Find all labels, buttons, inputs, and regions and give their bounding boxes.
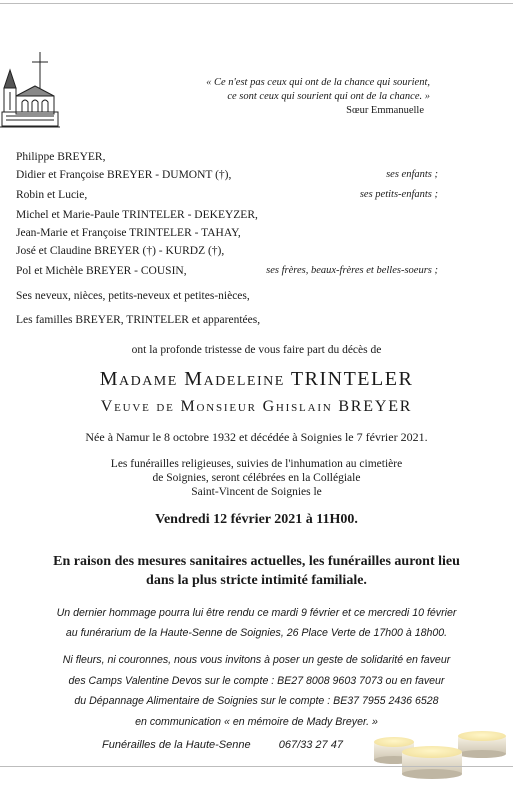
notice-line: En raison des mesures sanitaires actuelles, les funérailles auront lieu <box>53 554 460 569</box>
top-rule <box>0 3 513 4</box>
family-line: José et Claudine BREYER (†) - KURDZ (†), <box>16 245 225 257</box>
homage-block <box>0 603 513 643</box>
donation-line: du Dépannage Alimentaire de Soignies sur le compte : BE37 7955 2436 6528 <box>74 695 439 707</box>
family-line: Robin et Lucie, <box>16 189 88 201</box>
homage-line: au funérarium de la Haute-Senne de Soignies, 26 Place Verte de 17h00 à 18h00. <box>65 627 448 639</box>
funeral-date: Vendredi 12 février 2021 à 11H00. <box>155 512 358 527</box>
funeral-line: Saint-Vincent de Soignies le <box>191 486 322 498</box>
footer <box>102 739 343 751</box>
donation-line: des Camps Valentine Devos sur le compte : BE27 8008 9603 7073 ou en faveur <box>68 674 445 687</box>
family-line: Michel et Marie-Paule TRINTELER - DEKEYZER, <box>16 209 258 221</box>
quote-block <box>150 76 430 118</box>
footer-company: Funérailles de la Haute-Senne <box>102 739 251 751</box>
family-role: ses enfants ; <box>386 169 438 180</box>
church-icon <box>0 52 60 130</box>
family-role: ses petits-enfants ; <box>359 189 438 200</box>
deceased-name: Madame Madeleine TRINTELER <box>99 368 414 390</box>
family-line: Didier et Françoise BREYER - DUMONT (†), <box>16 169 232 181</box>
family-line: Philippe BREYER, <box>16 151 106 163</box>
family-line: Les familles BREYER, TRINTELER et apparentées, <box>16 314 261 326</box>
funeral-block <box>0 457 513 499</box>
widow-line: Veuve de Monsieur Ghislain BREYER <box>100 398 413 415</box>
candles-icon <box>372 722 513 782</box>
quote-author: Sœur Emmanuelle <box>346 105 424 116</box>
family-line: Ses neveux, nièces, petits-neveux et petites-nièces, <box>16 290 250 302</box>
family-line: Jean-Marie et Françoise TRINTELER - TAHAY, <box>16 227 241 239</box>
family-line: Pol et Michèle BREYER - COUSIN, <box>16 265 187 277</box>
quote-line: ce sont ceux qui sourient qui ont de la chance. » <box>227 91 430 102</box>
announce-text: ont la profonde tristesse de vous faire part du décès de <box>131 344 382 356</box>
donation-line: en communication « en mémoire de Mady Breyer. » <box>135 715 378 728</box>
notice-line: dans la plus stricte intimité familiale. <box>146 573 367 588</box>
quote-line: « Ce n'est pas ceux qui ont de la chance qui sourient, <box>206 77 430 88</box>
homage-line: Un dernier hommage pourra lui être rendu ce mardi 9 février et ce mercredi 10 février <box>56 607 457 619</box>
family-role: ses frères, beaux-frères et belles-soeurs ; <box>266 265 438 276</box>
bottom-rule <box>0 766 513 767</box>
donation-line: Ni fleurs, ni couronnes, nous vous invitons à poser un geste de solidarité en faveur <box>62 654 451 666</box>
donation-block <box>0 650 513 732</box>
birth-death-line: Née à Namur le 8 octobre 1932 et décédée à Soignies le 7 février 2021. <box>85 430 428 444</box>
footer-phone: 067/33 27 47 <box>278 739 343 751</box>
notice-block <box>0 552 513 590</box>
funeral-line: Les funérailles religieuses, suivies de l'inhumation au cimetière <box>110 458 403 470</box>
funeral-line: de Soignies, seront célébrées en la Collégiale <box>152 472 361 484</box>
